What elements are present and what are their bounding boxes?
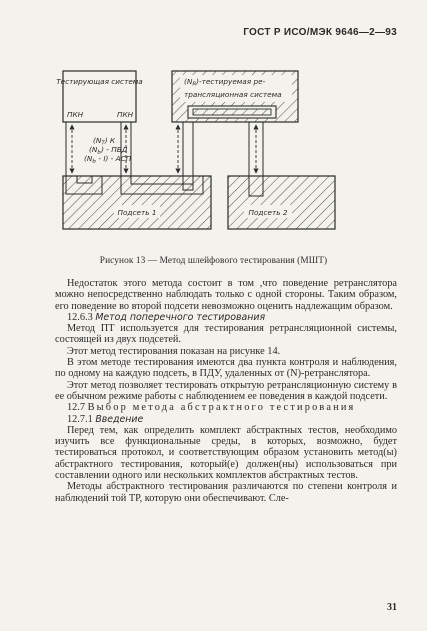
annotation-2: $(N_Ь)$ - ПБД — [89, 145, 128, 156]
section-12-6-3-heading: 12.6.3 Метод поперечного тестирования — [67, 311, 266, 323]
loopback-testing-diagram — [0, 0, 427, 256]
annotation-1: $(N_T)$ К — [93, 136, 116, 147]
paragraph-3: Этот метод тестирования показан на рисунке 14. — [67, 345, 281, 357]
subnet-1-label: Подсеть 1 — [117, 208, 157, 217]
body-text — [55, 278, 397, 504]
tester-system-text: Тестирующая система — [56, 77, 143, 86]
relay-system-label: $(N_R)$-тестируемая ре- — [184, 77, 266, 88]
paragraph-7: Методы абстрактного тестирования различаются по степени контроля и наблюдений той ТР, которую они обеспечивают. Сле- — [55, 481, 397, 504]
paragraph-5: Этот метод позволяет тестировать открытую ретрансляционную систему в ее обычном режиме работы с наблюдением ее поведения в каждой подсети. — [55, 379, 397, 402]
subnet-2 — [228, 176, 335, 229]
paragraph-2: Метод ПТ используется для тестирования ретрансляционной системы, состоящей из двух подсетей. — [55, 323, 397, 346]
relay-system-label-2: трансляционная система — [184, 90, 282, 99]
page-number: 31 — [387, 602, 397, 613]
paragraph-1: Недостаток этого метода состоит в том ,что поведение ретранслятора можно непосредственно наблюдать только с одной стороны. Таким образом, его поведение во второй подсети невозможно оценить надлежащим образом. — [55, 278, 397, 312]
section-12-7-heading: 12.7 Выбор метода абстрактного тестирования — [67, 402, 356, 414]
pkn-label-left: ПКН — [67, 110, 84, 119]
annotation-3: $(N_Ь - I)$ - АСП — [84, 154, 132, 165]
paragraph-4: В этом методе тестирования имеются два пункта контроля и наблюдения, по одному на каждую подсеть, в ПДУ, удаленных от (N)-ретранслятора. — [55, 357, 397, 380]
subnet-2-label: Подсеть 2 — [248, 208, 288, 217]
pkn-label-right: ПКН — [117, 110, 134, 119]
section-12-7-1-heading: 12.7.1 Введение — [67, 413, 144, 425]
tester-system-label — [56, 77, 143, 86]
figure-caption: Рисунок 13 — Метод шлейфового тестирования (МШТ) — [99, 256, 328, 266]
running-header: ГОСТ Р ИСО/МЭК 9646—2—93 — [243, 27, 397, 38]
paragraph-6: Перед тем, как определить комплект абстрактных тестов, необходимо изучить все функциональные среды, в которых, возможно, будет тестироваться протокол, и соответствующим образом установить метод(ы) абстрактного тестирования, который(е) должен(ны) использоваться при составлении одного или нескольких комплектов абстрактных тестов. — [55, 424, 397, 482]
